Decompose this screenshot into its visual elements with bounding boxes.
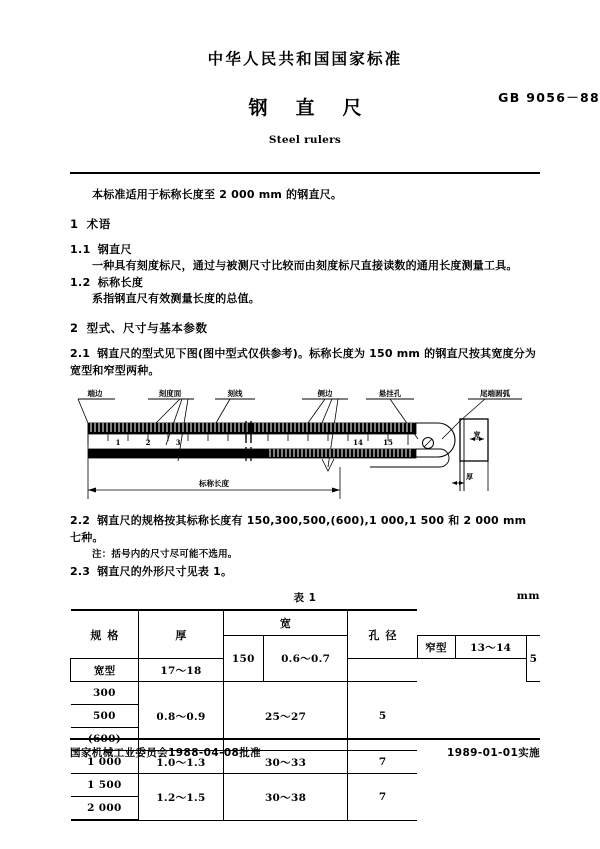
- section-2-1-body: 钢直尺的型式见下图(图中型式仅供参考)。标称长度为 150 mm 的钢直尺按其宽度分为宽型和窄型两种。: [70, 347, 537, 378]
- cell-width-1000: 30～33: [223, 751, 348, 774]
- cell-thickness-150: 0.6～0.7: [263, 636, 348, 682]
- section-1-number: 1: [70, 217, 79, 232]
- cell-hole-1500-2000: 7: [348, 774, 417, 821]
- callout-scale-face-label: 刻度面: [158, 389, 182, 399]
- section-1-2-body: 系指钢直尺有效测量长度的总值。: [92, 292, 260, 306]
- ruler-tail-arc: [416, 423, 455, 457]
- section-2-3-paragraph: [70, 563, 540, 580]
- section-1-title: 术语: [86, 217, 111, 232]
- section-2-2-note: 注：括号内的尺寸尽可能不选用。: [92, 549, 238, 561]
- callout-tail-arc-label: 尾端圆弧: [480, 389, 510, 399]
- callout-hanging-hole-label: 悬挂孔: [378, 389, 402, 399]
- section-1-2-heading: [70, 274, 540, 290]
- section-1-1-number: 1.1: [70, 243, 91, 257]
- cell-spec-1500: 1 500: [71, 774, 139, 797]
- ruler-lower-body: [88, 449, 416, 458]
- header-divider: [70, 172, 540, 174]
- cell-spec-2000: 2 000: [71, 797, 139, 821]
- section-2-2-paragraph: [70, 512, 540, 546]
- cell-thickness-1500-2000: 1.2～1.5: [139, 774, 224, 821]
- header-hole-diameter: 孔径: [348, 610, 417, 659]
- cell-spec-1000: 1 000: [71, 751, 139, 774]
- scale-number-2: 2: [145, 438, 151, 448]
- section-2-2-number: 2.2: [70, 514, 91, 528]
- section-1-1-heading: [70, 241, 540, 257]
- header-thickness: 厚: [139, 610, 224, 659]
- footer-divider: [70, 738, 540, 740]
- cell-type-narrow: 窄型: [417, 636, 455, 659]
- spacer: [70, 336, 540, 345]
- section-2-3-body: 钢直尺的外形尺寸见表 1。: [97, 565, 233, 579]
- section-2-3-number: 2.3: [70, 565, 91, 579]
- dimension-nominal-length-label: 标称长度: [199, 479, 229, 489]
- cross-section-width-label: 宽: [473, 431, 481, 440]
- cell-spec-500: 500: [71, 705, 139, 728]
- header-spec: 规格: [71, 610, 139, 659]
- section-1-1-title: 钢直尺: [97, 243, 132, 257]
- cell-thickness-300-600: 0.8～0.9: [139, 682, 224, 751]
- cell-width-300-600: 25～27: [223, 682, 348, 751]
- callout-end-edge-label: 端边: [87, 389, 103, 399]
- table-unit: mm: [516, 590, 540, 603]
- header-width: 宽: [223, 610, 348, 636]
- spacer: [70, 232, 540, 241]
- cross-section-view: [452, 419, 488, 491]
- section-2-1-number: 2.1: [70, 347, 91, 361]
- cell-hole-300-600: 5: [348, 682, 417, 751]
- document-content: [70, 0, 540, 146]
- callout-graduation-line-label: 刻线: [227, 389, 243, 399]
- page-title: 钢直尺: [248, 96, 390, 119]
- scale-number-15: 15: [383, 438, 393, 448]
- cell-hole-1000: 7: [348, 751, 417, 774]
- cell-thickness-1000: 1.0～1.3: [139, 751, 224, 774]
- section-2-1-paragraph: [70, 345, 540, 379]
- section-2-number: 2: [70, 321, 79, 336]
- section-1-2-title: 标称长度: [97, 276, 144, 290]
- section-2-title: 型式、尺寸与基本参数: [86, 321, 208, 336]
- table-row: [71, 682, 541, 705]
- cell-width-wide-150: 17～18: [139, 659, 224, 682]
- cell-spec-150: 150: [223, 636, 263, 682]
- callout-side-edge-label: 侧边: [317, 389, 333, 399]
- national-standard-heading: 中华人民共和国国家标准: [207, 50, 403, 68]
- scope-paragraph: 本标准适用于标称长度至 2 000 mm 的钢直尺。: [92, 188, 343, 201]
- table-row: [71, 774, 541, 797]
- section-2-2-body: 钢直尺的规格按其标称长度有 150,300,500,(600),1 000,1 500 和 2 000 mm 七种。: [70, 514, 527, 545]
- spacer: [70, 203, 540, 216]
- footer-row: [70, 745, 540, 760]
- cell-spec-300: 300: [71, 682, 139, 705]
- table-caption: 表 1: [293, 592, 317, 605]
- scale-number-14: 14: [353, 438, 363, 448]
- ruler-diagram: [70, 387, 540, 512]
- page-subtitle-english: Steel rulers: [268, 133, 342, 146]
- footer-implementation: 1989-01-01实施: [447, 747, 540, 759]
- page-footer: [70, 738, 540, 760]
- cell-hole-150: 5: [526, 636, 540, 682]
- table-caption-row: [70, 590, 540, 605]
- cross-section-thickness-label: 厚: [466, 473, 473, 482]
- scale-number-1: 1: [115, 438, 121, 448]
- footer-approval: 国家机械工业委员会1988-04-08批准: [70, 747, 262, 759]
- section-1-2-number: 1.2: [70, 276, 91, 290]
- spacer: [70, 580, 540, 590]
- cell-width-narrow-150: 13～14: [455, 636, 526, 659]
- section-1-1-body: 一种具有刻度标尺，通过与被测尺寸比较而由刻度标尺直接读数的通用长度测量工具。: [92, 259, 518, 273]
- specification-table: [70, 609, 540, 821]
- standard-number: GB 9056－88: [498, 90, 600, 105]
- document-body: [70, 186, 540, 821]
- spacer: [70, 307, 540, 320]
- ruler-diagram-svg: [70, 387, 540, 512]
- cell-width-1500-2000: 30～38: [223, 774, 348, 821]
- cell-type-wide: 宽型: [71, 659, 139, 682]
- scale-number-3: 3: [175, 438, 181, 448]
- section-2-heading: [70, 320, 540, 336]
- section-1-heading: [70, 216, 540, 232]
- table-header-row: [71, 610, 541, 636]
